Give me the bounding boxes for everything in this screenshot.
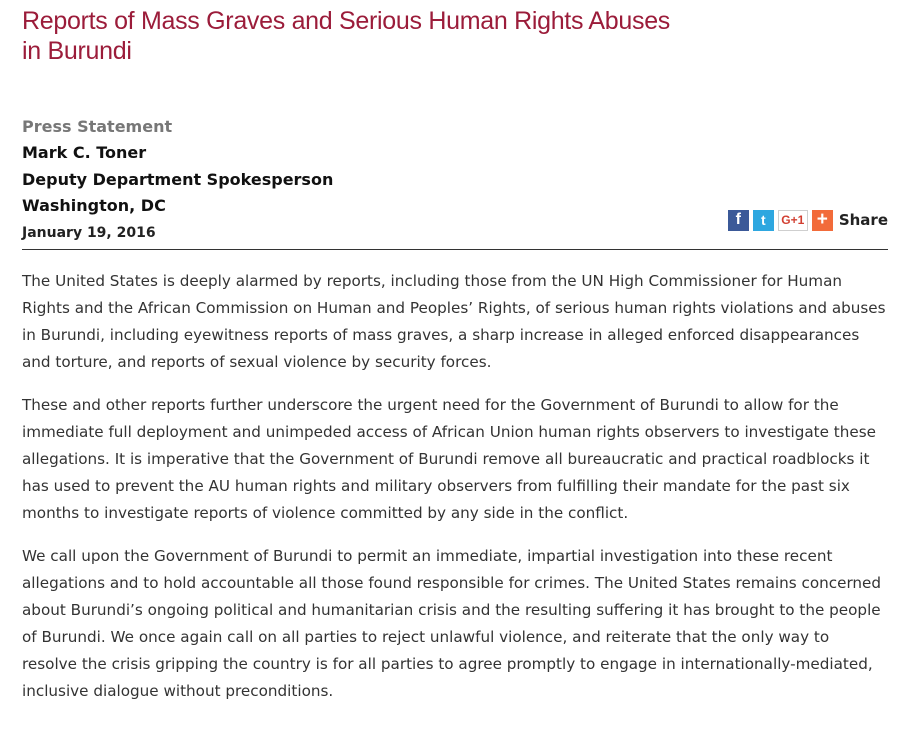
statement-date: January 19, 2016	[22, 224, 156, 241]
facebook-share-icon[interactable]: f	[728, 210, 749, 231]
more-share-icon[interactable]: +	[812, 210, 833, 231]
press-statement-page	[22, 6, 888, 700]
body-paragraph-2: These and other reports further underscore the urgent need for the Government of Burundi to allow for the immediate full deployment and unimpeded access of African Union human rights observers to investigate these allegations. It is imperative that the Government of Burundi remove all bureaucratic and practical roadblocks it has used to prevent the AU human rights and military observers from fulfilling their mandate for the past six months to investigate reports of violence committed by any side in the conflict.	[22, 396, 876, 522]
share-bar	[724, 209, 888, 231]
header-divider	[22, 249, 888, 250]
author-position: Deputy Department Spokesperson	[22, 169, 334, 189]
statement-location: Washington, DC	[22, 196, 166, 215]
twitter-share-icon[interactable]: t	[753, 210, 774, 231]
body-paragraph-1: The United States is deeply alarmed by reports, including those from the UN High Commissioner for Human Rights and the African Commission on Human and Peoples’ Rights, of serious human rights violations and abuses in Burundi, including eyewitness reports of mass graves, a sharp increase in alleged enforced disappearances and torture, and reports of sexual violence by security forces.	[22, 272, 886, 371]
statement-kind: Press Statement	[22, 117, 173, 136]
page-title-line-2: in Burundi	[22, 37, 132, 65]
page-title-line-1: Reports of Mass Graves and Serious Human Rights Abuses	[22, 7, 670, 35]
statement-body	[22, 268, 888, 721]
body-paragraph-3: We call upon the Government of Burundi to permit an immediate, impartial investigation into these recent allegations and to hold accountable all those found responsible for crimes. The United States remains concerned about Burundi’s ongoing political and humanitarian crisis and the resulting suffering it has brought to the people of Burundi. We once again call on all parties to reject unlawful violence, and reiterate that the only way to resolve the crisis gripping the country is for all parties to agree promptly to engage in internationally-mediated, inclusive dialogue without preconditions.	[22, 547, 882, 700]
google-plus-share-icon[interactable]: G+1	[778, 210, 808, 231]
page-title	[22, 6, 888, 66]
share-label[interactable]: Share	[838, 211, 888, 229]
author-name: Mark C. Toner	[22, 143, 147, 162]
